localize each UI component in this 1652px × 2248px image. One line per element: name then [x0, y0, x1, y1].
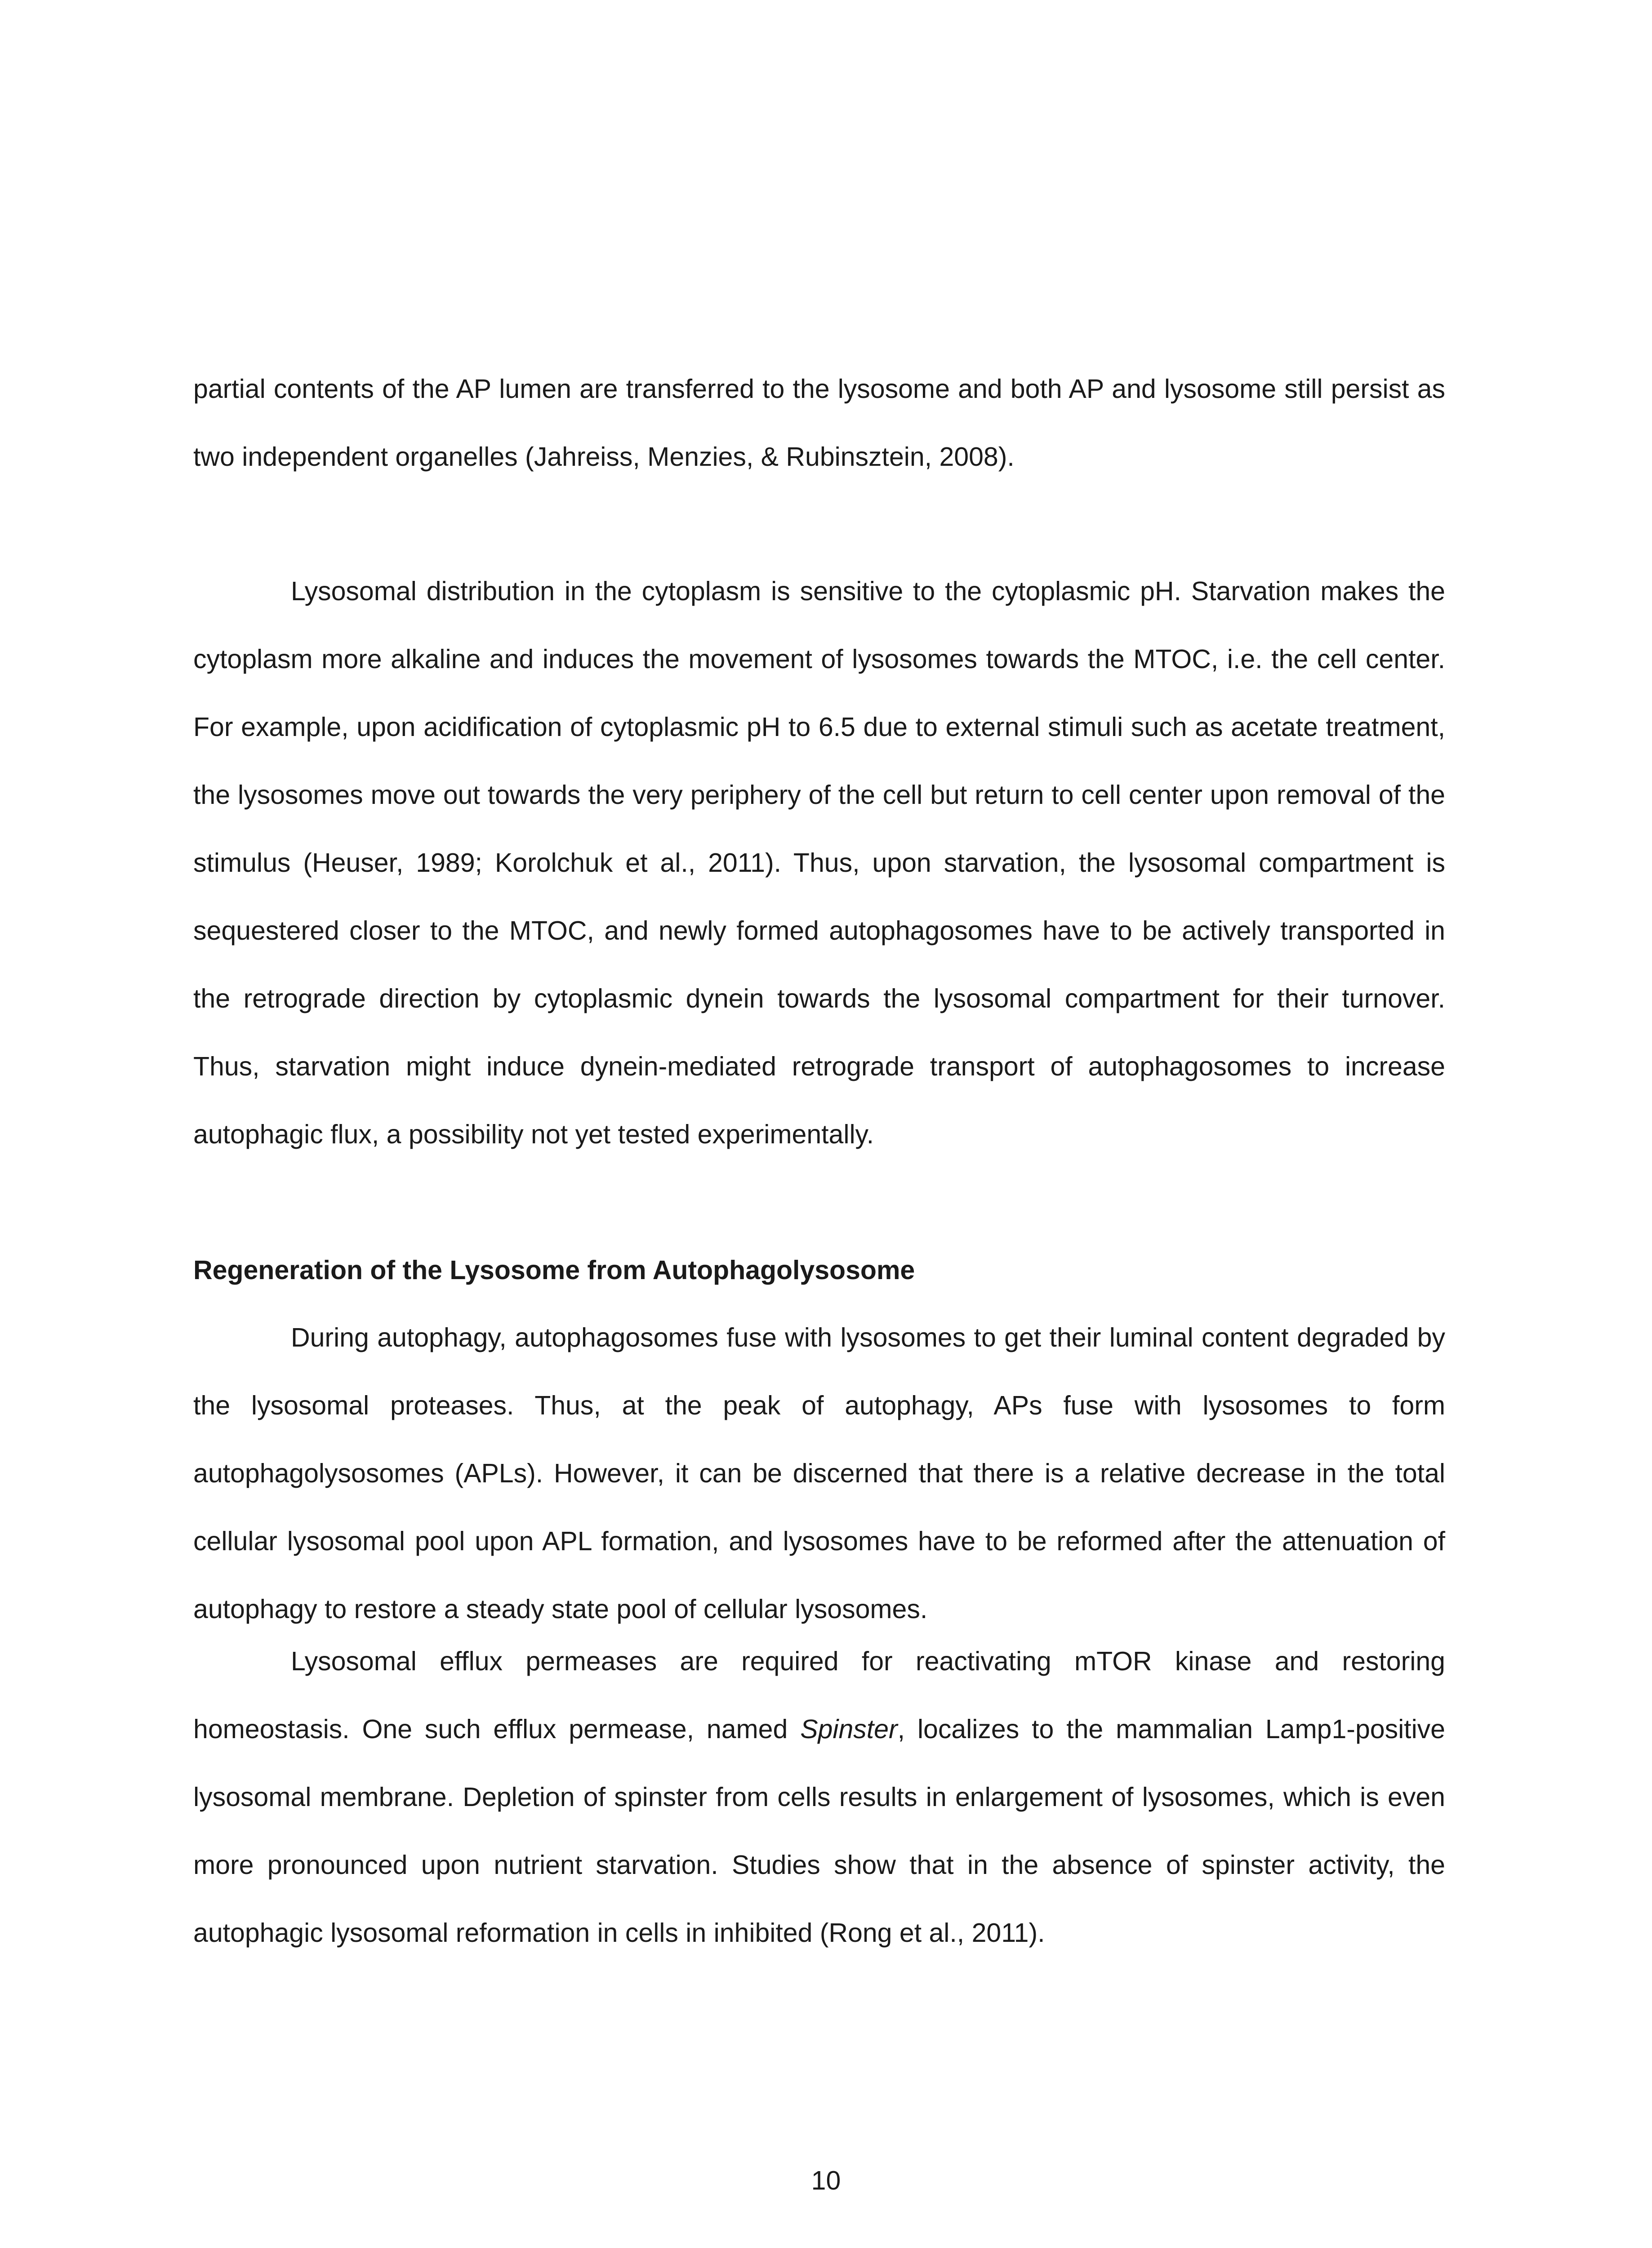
italic-term-spinster: Spinster: [800, 1714, 898, 1744]
paragraph-text: Lysosomal distribution in the cytoplasm is sensitive to the cytoplasmic pH. Starvation makes the cytoplasm more alkaline and induces the movement of lysosomes towards the MTOC, i.e. the cell center. For example, upon acidification of cytoplasmic pH to 6.5 due to external stimuli such as acetate treatment, the lysosomes move out towards the very periphery of the cell but return to cell center upon removal of the stimulus (Heuser, 1989; Korolchuk et al., 2011). Thus, upon starvation, the lysosomal compartment is sequestered closer to the MTOC, and newly formed autophagosomes have to be actively transported in the retrograde direction by cytoplasmic dynein towards the lysosomal compartment for their turnover. Thus, starvation might induce dynein-mediated retrograde transport of autophagosomes to increase autophagic flux, a possibility not yet tested experimentally.: [193, 576, 1445, 1149]
paragraph-text: partial contents of the AP lumen are transferred to the lysosome and both AP and lysosome still persist as two independent organelles (Jahreiss, Menzies, & Rubinsztein, 2008).: [193, 374, 1445, 472]
document-page: [193, 0, 1445, 2248]
paragraph-text: , localizes to the mammalian Lamp1-positive lysosomal membrane. Depletion of spinster from cells results in enlargement of lysosomes, which is even more pronounced upon nutrient starvation. Studies show that in the absence of spinster activity, the autophagic lysosomal reformation in cells in inhibited (Rong et al., 2011).: [193, 1714, 1445, 1948]
paragraph-lysosomal-distribution: [193, 558, 1445, 1169]
paragraph-continuation: [193, 355, 1445, 491]
paragraph-text: During autophagy, autophagosomes fuse with lysosomes to get their luminal content degraded by the lysosomal proteases. Thus, at the peak of autophagy, APs fuse with lysosomes to form autophagolysosomes (APLs). However, it can be discerned that there is a relative decrease in the total cellular lysosomal pool upon APL formation, and lysosomes have to be reformed after the attenuation of autophagy to restore a steady state pool of cellular lysosomes.: [193, 1323, 1445, 1624]
paragraph-text: Lysosomal efflux permeases are required for reactivating mTOR kinase and restoring homeostasis. One such efflux permease, named: [193, 1646, 1445, 1744]
paragraph-autophagy-fusion: [193, 1304, 1445, 1643]
page-number: 10: [811, 2166, 841, 2195]
section-heading: Regeneration of the Lysosome from Autophagolysosome: [193, 1255, 915, 1285]
paragraph-efflux-permeases: [193, 1628, 1445, 1967]
